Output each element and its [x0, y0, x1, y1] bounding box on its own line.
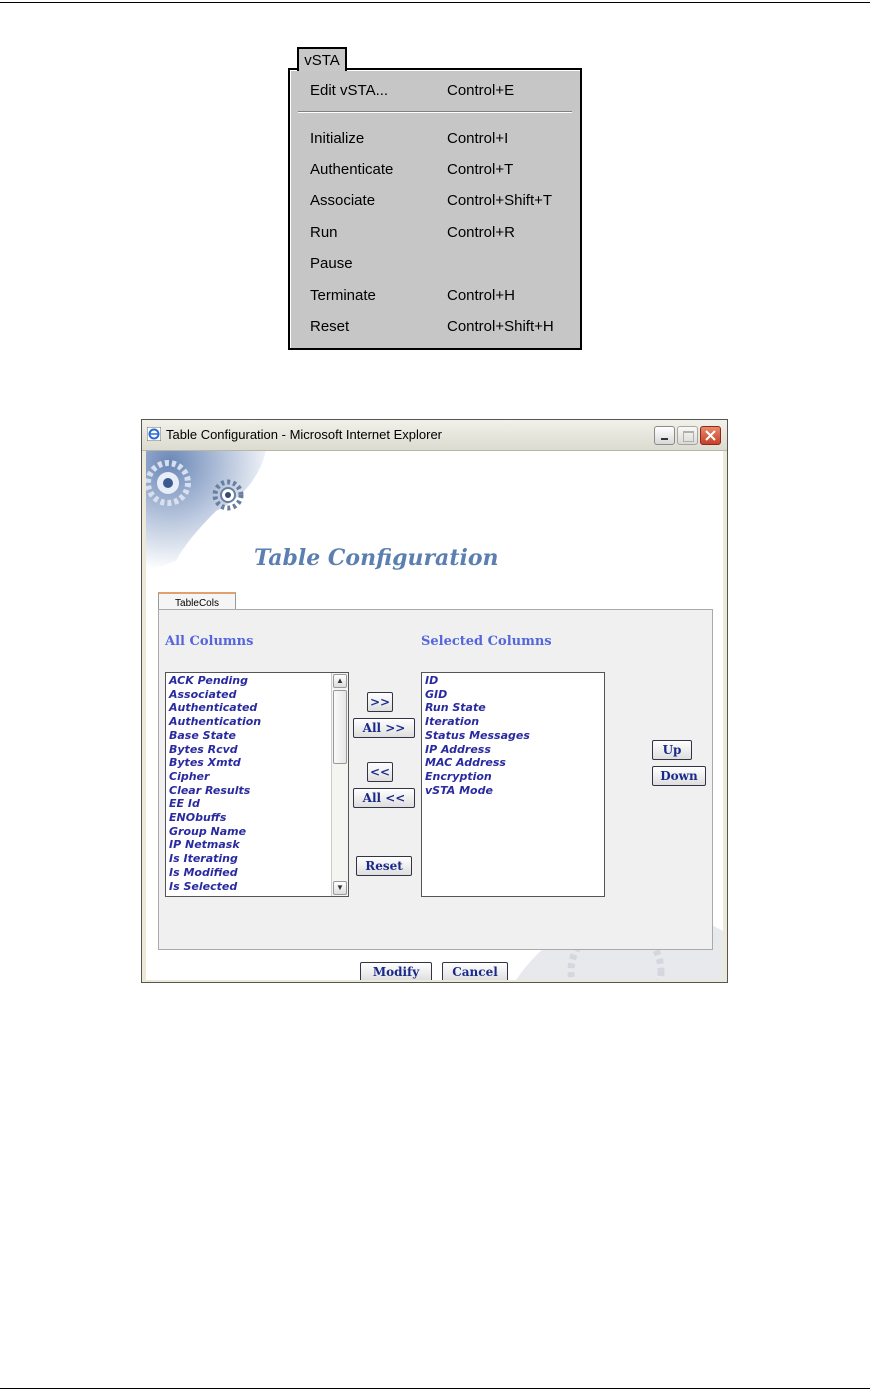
- cancel-button[interactable]: Cancel: [442, 962, 508, 980]
- remove-all-button[interactable]: All <<: [353, 788, 415, 808]
- list-item[interactable]: Is Iterating: [169, 852, 238, 866]
- list-item[interactable]: Associated: [169, 687, 237, 701]
- list-item[interactable]: Bytes Xmtd: [169, 756, 241, 770]
- list-item[interactable]: Encryption: [425, 769, 492, 783]
- list-item[interactable]: ACK Pending: [169, 674, 249, 687]
- list-item[interactable]: IP Address: [425, 742, 491, 756]
- menu-item-reset[interactable]: Reset: [310, 318, 350, 335]
- menu-item-terminate[interactable]: Terminate: [310, 287, 376, 304]
- list-item[interactable]: Bytes Rcvd: [169, 742, 238, 756]
- minimize-icon[interactable]: [654, 426, 675, 445]
- menu-shortcut-associate: Control+Shift+T: [447, 192, 553, 209]
- menu-item-edit-vsta[interactable]: Edit vSTA...: [310, 82, 389, 99]
- add-selected-button[interactable]: >>: [367, 692, 393, 712]
- list-item[interactable]: Authentication: [169, 715, 262, 729]
- bottom-page-rule: [0, 1388, 870, 1389]
- menu-shortcut-run: Control+R: [447, 224, 515, 241]
- selected-columns-label: Selected Columns: [421, 634, 552, 649]
- scroll-down-icon[interactable]: ▼: [333, 881, 347, 895]
- menu-shortcut-edit-vsta: Control+E: [447, 82, 515, 99]
- ie-icon: [147, 427, 161, 441]
- move-up-button[interactable]: Up: [652, 740, 692, 760]
- add-all-button[interactable]: All >>: [353, 718, 415, 738]
- menu-item-associate[interactable]: Associate: [310, 192, 376, 209]
- list-item[interactable]: Authenticated: [169, 701, 258, 715]
- list-item[interactable]: GID: [425, 687, 448, 701]
- close-icon[interactable]: [700, 426, 721, 445]
- all-columns-scrollbar[interactable]: [331, 673, 348, 896]
- page-content: [146, 451, 723, 980]
- list-item[interactable]: MAC Address: [425, 756, 506, 770]
- list-item[interactable]: ENObuffs: [169, 811, 227, 825]
- ie-window: [141, 419, 728, 983]
- scrollbar-thumb[interactable]: [333, 690, 347, 764]
- menu-title-vsta[interactable]: vSTA: [297, 47, 347, 71]
- menu-shortcut-terminate: Control+H: [447, 287, 515, 304]
- list-item[interactable]: IP Netmask: [169, 838, 240, 852]
- remove-selected-button[interactable]: <<: [367, 762, 393, 782]
- tablecols-panel: [158, 609, 713, 950]
- list-item[interactable]: Clear Results: [169, 783, 251, 797]
- menu-item-run[interactable]: Run: [310, 224, 338, 241]
- menu-item-authenticate[interactable]: Authenticate: [310, 161, 394, 178]
- move-down-button[interactable]: Down: [652, 766, 706, 786]
- page-title: Table Configuration: [254, 545, 499, 571]
- all-columns-label: All Columns: [165, 634, 254, 649]
- top-page-rule: [0, 2, 870, 3]
- selected-columns-list[interactable]: [421, 672, 605, 897]
- menu-shortcut-initialize: Control+I: [447, 130, 509, 147]
- window-titlebar[interactable]: [142, 420, 727, 451]
- reset-button[interactable]: Reset: [356, 856, 412, 876]
- menu-item-pause[interactable]: Pause: [310, 255, 353, 272]
- list-item[interactable]: Status Messages: [425, 728, 530, 742]
- tab-tablecols[interactable]: TableCols: [158, 592, 236, 612]
- list-item[interactable]: Run State: [425, 701, 486, 715]
- list-item[interactable]: vSTA Mode: [425, 783, 493, 797]
- menu-shortcut-authenticate: Control+T: [447, 161, 514, 178]
- list-item[interactable]: Is Selected: [169, 879, 238, 893]
- maximize-icon[interactable]: [677, 426, 698, 445]
- list-item[interactable]: Iteration: [425, 715, 480, 729]
- window-title: Table Configuration - Microsoft Internet Explorer: [166, 427, 443, 442]
- menu-shortcut-reset: Control+Shift+H: [447, 318, 554, 335]
- menu-item-initialize[interactable]: Initialize: [310, 130, 365, 147]
- list-item[interactable]: Is Modified: [169, 865, 238, 879]
- all-columns-list[interactable]: [165, 672, 349, 897]
- menu-separator: [298, 111, 572, 113]
- list-item[interactable]: Group Name: [169, 824, 247, 838]
- scroll-up-icon[interactable]: ▲: [333, 674, 347, 688]
- list-item[interactable]: ID: [425, 674, 439, 687]
- list-item[interactable]: Cipher: [169, 769, 210, 783]
- list-item[interactable]: EE Id: [169, 797, 200, 811]
- list-item[interactable]: Base State: [169, 728, 236, 742]
- vsta-dropdown-menu: [288, 68, 582, 350]
- modify-button[interactable]: Modify: [360, 962, 432, 980]
